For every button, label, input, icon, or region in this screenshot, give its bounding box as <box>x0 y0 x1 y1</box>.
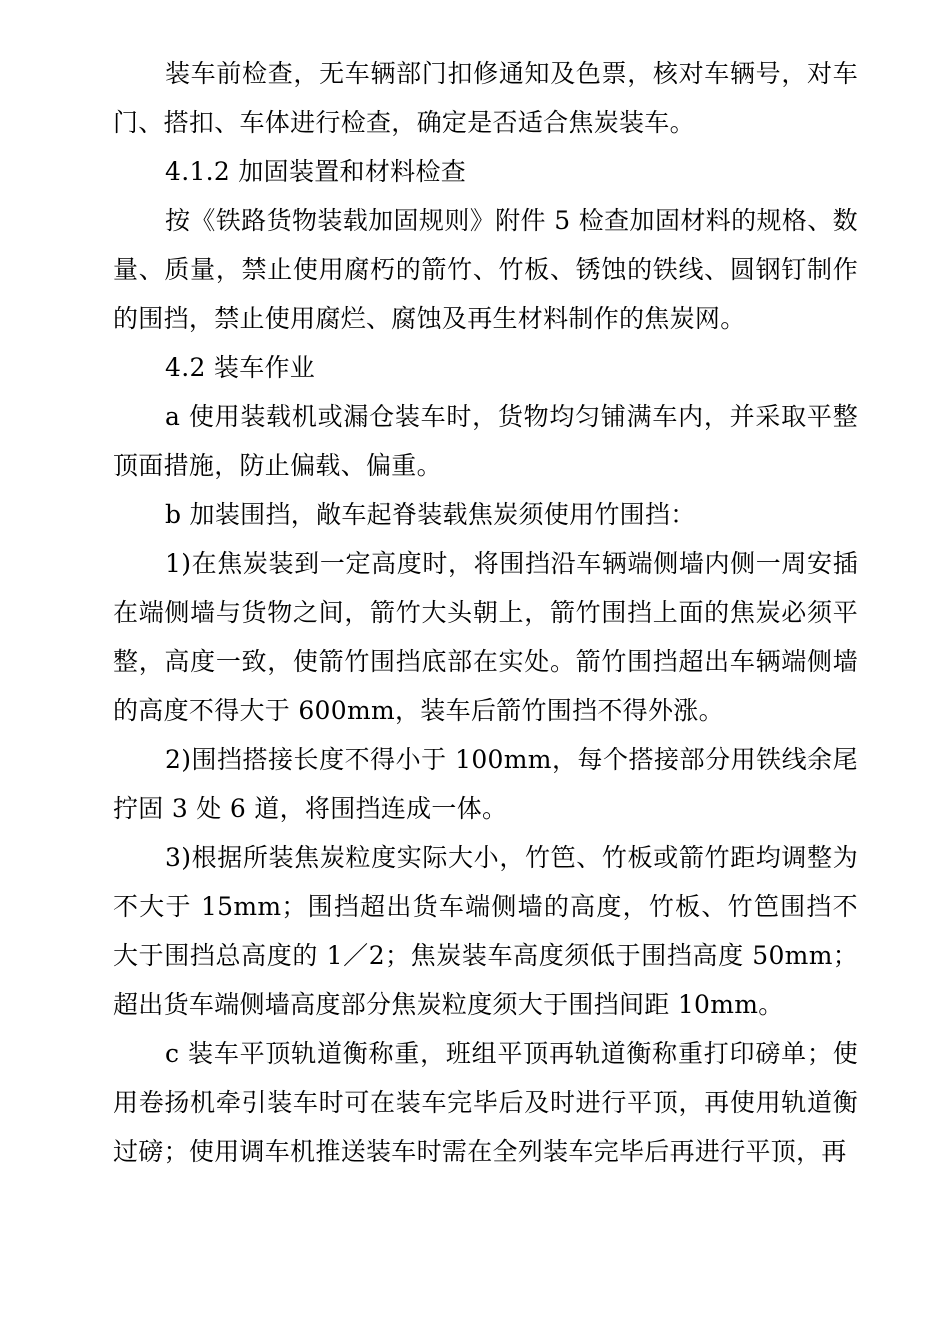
paragraph-material-check: 按《铁路货物装载加固规则》附件 5 检查加固材料的规格、数量、质量，禁止使用腐朽的箭竹、竹板、锈蚀的铁线、圆钢钉制作的围挡，禁止使用腐烂、腐蚀及再生材料制作的焦炭网。 <box>113 206 858 333</box>
paragraph-item-a: a 使用装载机或漏仓装车时，货物均匀铺满车内，并采取平整顶面措施，防止偏载、偏重。 <box>113 402 858 480</box>
document-body <box>113 49 858 1176</box>
paragraph-item-b-3: 3)根据所装焦炭粒度实际大小，竹笆、竹板或箭竹距均调整为不大于 15mm；围挡超出货车端侧墙的高度，竹板、竹笆围挡不大于围挡总高度的 1／2；焦炭装车高度须低于围挡高度 50mm；超出货车端侧墙高度部分焦炭粒度须大于围挡间距 10mm。 <box>113 843 858 1019</box>
paragraph-item-b-1: 1)在焦炭装到一定高度时，将围挡沿车辆端侧墙内侧一周安插在端侧墙与货物之间，箭竹大头朝上，箭竹围挡上面的焦炭必须平整，高度一致，使箭竹围挡底部在实处。箭竹围挡超出车辆端侧墙的高度不得大于 600mm，装车后箭竹围挡不得外涨。 <box>113 549 858 725</box>
paragraph-item-b-2: 2)围挡搭接长度不得小于 100mm，每个搭接部分用铁线余尾拧固 3 处 6 道，将围挡连成一体。 <box>113 745 858 823</box>
heading-4-1-2: 4.1.2 加固装置和材料检查 <box>165 157 467 186</box>
paragraph-pre-loading-check: 装车前检查，无车辆部门扣修通知及色票，核对车辆号，对车门、搭扣、车体进行检查，确定是否适合焦炭装车。 <box>113 59 858 137</box>
paragraph-item-c: c 装车平顶轨道衡称重，班组平顶再轨道衡称重打印磅单；使用卷扬机牵引装车时可在装车完毕后及时进行平顶，再使用轨道衡过磅；使用调车机推送装车时需在全列装车完毕后再进行平顶，再 <box>113 1039 858 1166</box>
paragraph-item-b: b 加装围挡，敞车起脊装载焦炭须使用竹围挡： <box>165 500 696 529</box>
heading-4-2: 4.2 装车作业 <box>165 353 316 382</box>
